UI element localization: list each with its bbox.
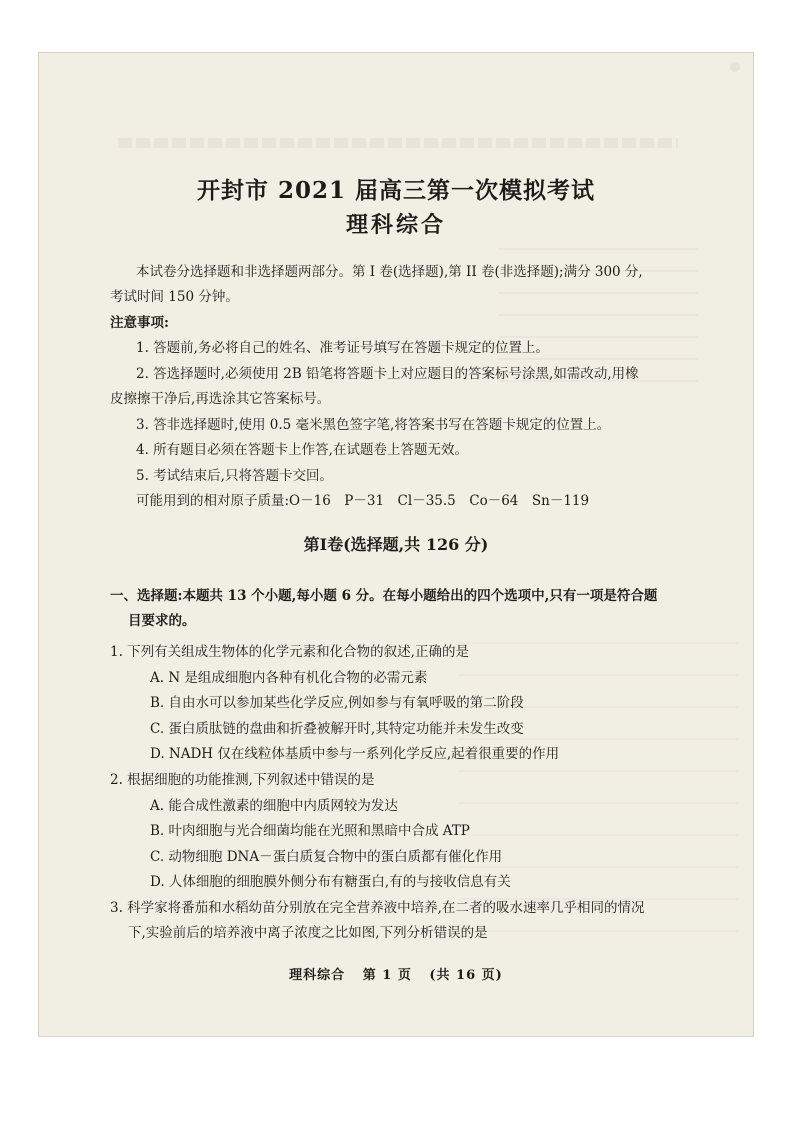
notes-heading: 注意事项: xyxy=(110,315,169,331)
note-item: 3. 答非选择题时,使用 0.5 毫米黑色签字笔,将答案书写在答题卡规定的位置上。 xyxy=(136,417,611,433)
intro-line-2: 考试时间 150 分钟。 xyxy=(110,289,239,305)
intro-line-1: 本试卷分选择题和非选择题两部分。第 I 卷(选择题),第 II 卷(非选择题);满分 300 分, xyxy=(136,264,643,280)
question-1-option-a: A. N 是组成细胞内各种有机化合物的必需元素 xyxy=(150,670,428,686)
question-2-option-a: A. 能合成性激素的细胞中内质网较为发达 xyxy=(150,798,398,814)
footer-subject: 理科综合 xyxy=(289,968,346,983)
question-2-option-b: B. 叶肉细胞与光合细菌均能在光照和黑暗中合成 ATP xyxy=(150,823,470,839)
section-instruction-1: 一、选择题:本题共 13 个小题,每小题 6 分。在每小题给出的四个选项中,只有一项是符合题 xyxy=(110,588,658,604)
question-1-option-b: B. 自由水可以参加某些化学反应,例如参与有氧呼吸的第二阶段 xyxy=(150,695,524,711)
question-3-stem-1: 3. 科学家将番茄和水稻幼苗分别放在完全营养液中培养,在二者的吸水速率几乎相同的情况 xyxy=(110,900,645,916)
note-item: 5. 考试结束后,只将答题卡交回。 xyxy=(136,468,333,484)
exam-title: 开封市 2021 届高三第一次模拟考试 xyxy=(196,177,596,204)
footer-page: 第 1 页 xyxy=(362,968,412,983)
punch-hole xyxy=(730,62,740,72)
note-item: 1. 答题前,务必将自己的姓名、准考证号填写在答题卡规定的位置上。 xyxy=(136,340,549,356)
footer-total: (共 16 页) xyxy=(429,968,503,983)
question-1-option-c: C. 蛋白质肽链的盘曲和折叠被解开时,其特定功能并未发生改变 xyxy=(150,721,524,737)
question-3-stem-2: 下,实验前后的培养液中离子浓度之比如图,下列分析错误的是 xyxy=(128,925,488,941)
section-instruction-2: 目要求的。 xyxy=(128,613,196,629)
question-2-stem: 2. 根据细胞的功能推测,下列叙述中错误的是 xyxy=(110,772,375,788)
question-1-option-d: D. NADH 仅在线粒体基质中参与一系列化学反应,起着很重要的作用 xyxy=(150,746,560,762)
exam-page xyxy=(38,52,754,1037)
question-2-option-c: C. 动物细胞 DNA－蛋白质复合物中的蛋白质都有催化作用 xyxy=(150,849,503,865)
note-item: 2. 答选择题时,必须使用 2B 铅笔将答题卡上对应题目的答案标号涂黑,如需改动,用橡 xyxy=(136,366,639,382)
page-footer xyxy=(38,964,754,983)
bleed-through-decoration xyxy=(118,138,678,148)
bleed-through-decoration xyxy=(498,232,698,382)
question-1-stem: 1. 下列有关组成生物体的化学元素和化合物的叙述,正确的是 xyxy=(110,644,469,660)
question-2-option-d: D. 人体细胞的细胞膜外侧分布有糖蛋白,有的与接收信息有关 xyxy=(150,874,511,890)
atomic-masses: 可能用到的相对原子质量:O－16 P－31 Cl－35.5 Co－64 Sn－119 xyxy=(136,493,590,509)
note-item: 皮擦擦干净后,再选涂其它答案标号。 xyxy=(110,391,331,407)
section-title: 第Ⅰ卷(选择题,共 126 分) xyxy=(303,535,489,554)
exam-subtitle: 理科综合 xyxy=(345,212,446,238)
note-item: 4. 所有题目必须在答题卡上作答,在试题卷上答题无效。 xyxy=(136,442,468,458)
